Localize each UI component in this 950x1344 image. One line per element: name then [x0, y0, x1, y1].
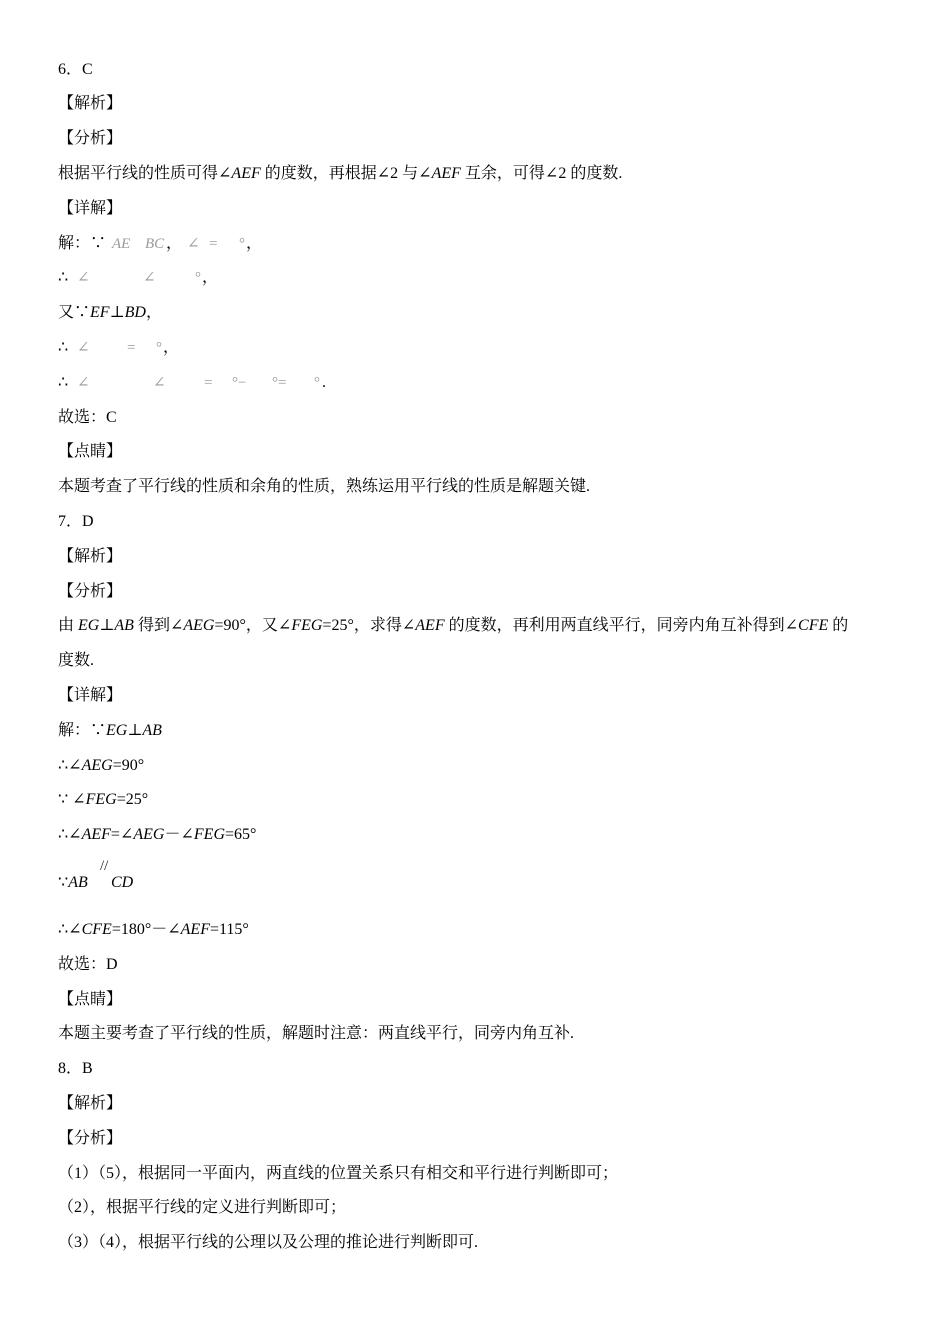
math-symbol: °	[239, 235, 245, 252]
text-run: 解：∵	[58, 234, 107, 252]
q6-xiangjie-label: 【详解】	[58, 199, 123, 217]
q8-fenxi-line-3: （3）（4），根据平行线的公理以及公理的推论进行判断即可.	[58, 1234, 479, 1252]
text-run: ∴∠	[58, 756, 82, 774]
text-run: ，	[166, 234, 183, 252]
text-run: ，	[145, 304, 162, 322]
math-var: CFE	[798, 617, 829, 635]
text-run: =180°－∠	[111, 920, 181, 938]
text-run: =115°	[209, 920, 249, 938]
text-run: 度数.	[58, 652, 95, 670]
math-symbol: ∠	[77, 270, 90, 287]
math-var: AEG	[81, 756, 113, 774]
q8-fenxi-line-1: （1）（5），根据同一平面内，两直线的位置关系只有相交和平行进行判断即可；	[58, 1164, 619, 1182]
q6-step-3	[58, 296, 950, 331]
q6-jiexi-label: 【解析】	[58, 95, 123, 113]
math-symbol: °−	[232, 374, 247, 391]
q7-choice: 故选：D	[58, 955, 118, 973]
q7-step-1	[58, 714, 950, 749]
math-var: AEG	[183, 617, 215, 635]
text-run: 解：∵	[58, 721, 107, 739]
text-run: 的度数，再根据∠2 与∠	[260, 164, 432, 182]
math-var: FEG	[291, 617, 323, 635]
text-run: ∴	[58, 373, 69, 391]
q7-answer: 7．D	[58, 512, 94, 530]
q6-choice: 故选：C	[58, 408, 117, 426]
math-symbol: °	[195, 270, 201, 287]
q6-dianjing-text: 本题考查了平行线的性质和余角的性质，熟练运用平行线的性质是解题关键.	[58, 478, 591, 496]
q6-step-2	[58, 261, 950, 296]
text-run: ∴∠	[58, 826, 82, 844]
math-var: AE	[112, 235, 131, 252]
math-var: EG⊥AB	[106, 721, 162, 739]
q6-step-4	[58, 331, 950, 366]
text-run: 由	[58, 617, 79, 635]
text-run: ∵ ∠	[58, 791, 86, 809]
text-run: .	[322, 373, 326, 391]
math-var: AEG	[133, 826, 165, 844]
math-var: AEF	[431, 164, 461, 182]
q7-jiexi-label: 【解析】	[58, 547, 123, 565]
q8-jiexi-label: 【解析】	[58, 1094, 123, 1112]
q6-answer: 6．C	[58, 60, 93, 78]
text-run: 又∵	[58, 304, 91, 322]
math-symbol: °	[156, 339, 162, 356]
math-symbol: =	[204, 374, 213, 391]
q8-answer: 8．B	[58, 1060, 93, 1078]
text-run: 得到∠	[133, 617, 184, 635]
math-symbol: =	[209, 235, 218, 252]
math-var: AEF	[180, 920, 210, 938]
math-var: AEF	[81, 826, 111, 844]
math-var: EG⊥AB	[78, 617, 134, 635]
math-var: CFE	[81, 920, 112, 938]
q8-fenxi-label: 【分析】	[58, 1129, 123, 1147]
text-run: =90°，又∠	[214, 617, 292, 635]
text-run: ，	[246, 234, 263, 252]
q6-fenxi-text	[58, 157, 950, 192]
q6-fenxi-label: 【分析】	[58, 130, 123, 148]
text-run: ∴∠	[58, 920, 82, 938]
q8-fenxi-line-2: （2），根据平行线的定义进行判断即可；	[58, 1199, 347, 1217]
q7-step-2	[58, 749, 950, 784]
math-symbol: ∠	[77, 374, 90, 391]
math-var: EF⊥BD	[90, 304, 146, 322]
q7-step-5	[58, 853, 950, 913]
q7-dianjing-text: 本题主要考查了平行线的性质，解题时注意：两直线平行，同旁内角互补.	[58, 1025, 575, 1043]
math-symbol: ∠	[143, 270, 156, 287]
text-run: =25°	[116, 791, 149, 809]
q7-xiangjie-label: 【详解】	[58, 686, 123, 704]
q6-dianjing-label: 【点睛】	[58, 443, 123, 461]
text-run: ∴	[58, 269, 69, 287]
math-symbol: ∠	[153, 374, 166, 391]
q7-step-6	[58, 913, 950, 948]
text-run: 的	[828, 617, 849, 635]
text-run: =∠	[110, 826, 134, 844]
q6-step-1	[58, 227, 950, 262]
text-run: ∵	[58, 873, 69, 891]
parallel-symbol: //	[100, 857, 109, 874]
q7-fenxi-text	[58, 609, 950, 679]
math-var: FEG	[193, 826, 225, 844]
because-ab	[58, 873, 88, 893]
text-run: ，	[202, 269, 219, 287]
math-var: CD	[111, 873, 134, 891]
math-symbol: °=	[272, 374, 287, 391]
q6-step-5	[58, 366, 950, 401]
text-run: －∠	[164, 826, 194, 844]
math-symbol: ∠	[77, 339, 90, 356]
q7-step-3	[58, 783, 950, 818]
math-symbol: °	[314, 374, 320, 391]
math-symbol: ∠	[187, 235, 200, 252]
math-symbol: =	[127, 339, 136, 356]
text-run: =65°	[225, 826, 257, 844]
q7-dianjing-label: 【点睛】	[58, 990, 123, 1008]
text-run: =25°，求得∠	[322, 617, 416, 635]
q7-fenxi-label: 【分析】	[58, 582, 123, 600]
text-run: =90°	[112, 756, 145, 774]
math-var: BC	[145, 235, 165, 252]
text-run: 互余，可得∠2 的度数.	[460, 164, 623, 182]
q7-step-4	[58, 818, 950, 853]
text-run: ∴	[58, 338, 69, 356]
math-var: AEF	[415, 617, 445, 635]
math-var: AB	[68, 873, 88, 891]
math-var: AEF	[231, 164, 261, 182]
text-run: 根据平行线的性质可得∠	[58, 164, 232, 182]
text-run: ，	[163, 338, 180, 356]
text-run: 的度数，再利用两直线平行，同旁内角互补得到∠	[444, 617, 799, 635]
math-var: FEG	[85, 791, 117, 809]
